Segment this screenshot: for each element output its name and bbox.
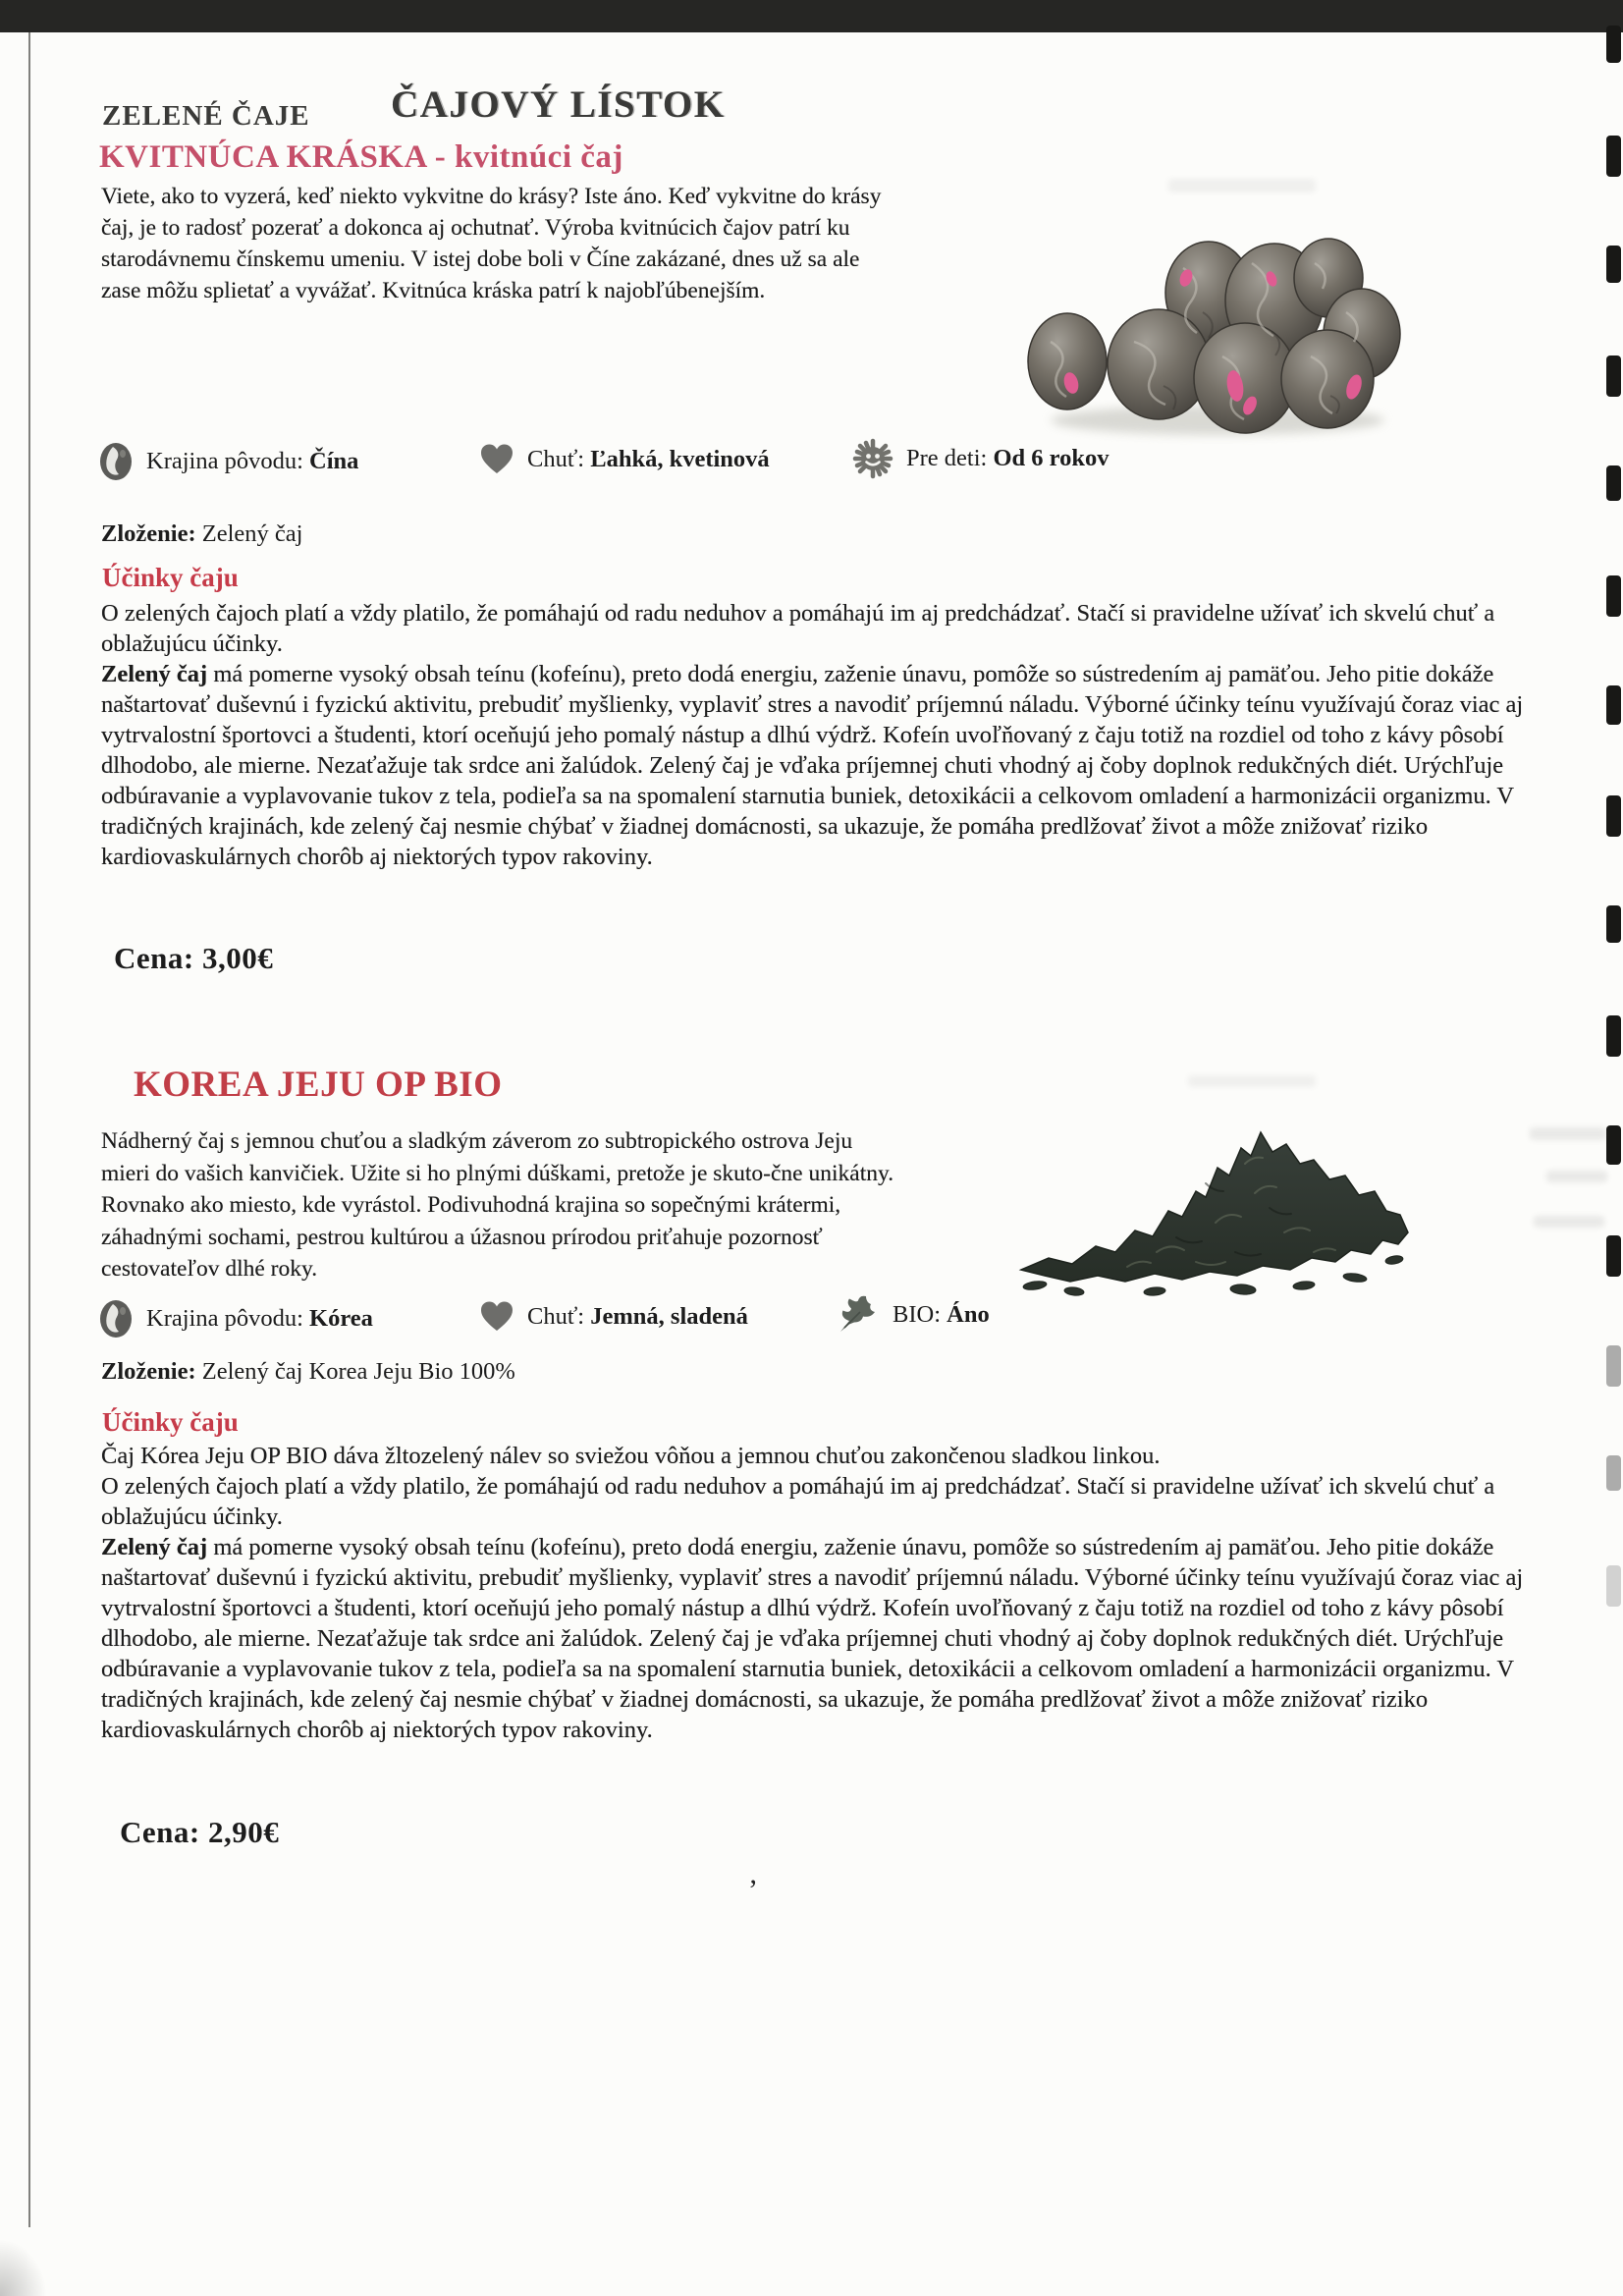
scan-ghost-smudge <box>1530 1127 1606 1140</box>
attribute-value: Ľahká, kvetinová <box>590 446 770 472</box>
scan-binding-mark <box>1606 355 1621 397</box>
effects-paragraph <box>101 659 1530 872</box>
product-title: KOREA JEJU OP BIO <box>134 1065 503 1105</box>
scan-binding-mark <box>1606 1015 1621 1057</box>
scan-binding-mark <box>1606 26 1621 63</box>
heart-icon <box>479 443 514 476</box>
composition-value: Zelený čaj <box>201 520 303 547</box>
effects-sentence: má pomerne vysoký obsah teínu (kofeínu), preto dodá energiu, zaženie únavu, pomôže so sústredením aj pamäťou. Jeho pitie dokáže naštartovať duševnú i fyzickú aktivitu, prebudiť myšlienky, vyplaviť stres a navodiť príjemnú náladu. Výborné účinky teínu využívajú čoraz viac aj vytrvalostní športovci a študenti, ktorí oceňujú jeho pomalý nástup a dlhú výdrž. Kofeín uvoľňovaný z čaju totiž na rozdiel od toho z kávy pôsobí dlhodobo, ale mierne. Nezaťažuje tak srdce ani žalúdok. Zelený čaj je vďaka príjemnej chuti vhodný aj čoby doplnok redukčných diét. Urýchľuje odbúravanie a vyplavovanie tukov z tela, podieľa sa na spomalení starnutia buniek, detoxikácii a celkovom omladení a harmonizácii organizmu. V tradičných krajinách, kde zelený čaj nesmie chýbať v žiadnej domácnosti, sa ukazuje, že pomáha predlžovať život a môže znižovať riziko kardiovaskulárnych chorôb aj niektorých typov rakoviny. <box>101 1534 1524 1743</box>
product-intro: Viete, ako to vyzerá, keď niekto vykvitne do krásy? Iste áno. Keď vykvitne do krásy čaj, je to radosť pozerať a dokonca aj ochutnať. Výroba kvitnúcich čajov patrí ku starodávnemu čínskemu umeniu. V istej dobe boli v Číne zakázané, dnes už sa ale zase môžu splietať a vyvážať. Kvitnúca kráska patrí k najobľúbenejším. <box>101 184 882 303</box>
composition-label: Zloženie: <box>101 520 196 547</box>
attribute-taste <box>479 1300 748 1334</box>
effects-paragraph <box>101 1532 1530 1745</box>
scan-binding-mark <box>1606 685 1621 725</box>
attribute-label: Krajina pôvodu: <box>146 1305 303 1332</box>
price-value: 3,00€ <box>201 941 274 975</box>
attribute-value: Kórea <box>309 1305 373 1332</box>
effects-heading: Účinky čaju <box>102 1407 239 1437</box>
attribute-text <box>906 445 1109 472</box>
scan-ghost-smudge <box>1546 1171 1607 1182</box>
composition-line <box>101 520 302 548</box>
leaf-icon <box>835 1294 880 1336</box>
effects-paragraph <box>101 1441 1530 1471</box>
price-line <box>120 1815 279 1850</box>
product-title: KVITNÚCA KRÁSKA - kvitnúci čaj <box>99 139 623 175</box>
scan-binding-mark <box>1606 795 1621 837</box>
product-intro: Nádherný čaj s jemnou chuťou a sladkým záverom zo subtropického ostrova Jeju mieri do vašich kanvičiek. Užite si ho plnými dúškami, pretože je skuto-čne unikátny. Rovnako ako miesto, kde vyrástol. Podivuhodná krajina so sopečnými krátermi, záhadnými sochami, pestrou kultúrou a úžasnou prírodou priťahuje pozornosť cestovateľov dlhé roky. <box>101 1128 894 1282</box>
effects-sentence: O zelených čajoch platí a vždy platilo, že pomáhajú od radu neduhov a pomáhajú im aj predchádzať. Stačí si pravidelne užívať ich skvelú chuť a oblažujúcu účinky. <box>101 600 1495 657</box>
scan-binding-mark <box>1606 1345 1621 1387</box>
product-photo-flowering-tea-balls <box>1016 185 1404 450</box>
scan-binding-mark <box>1606 575 1621 617</box>
effects-text <box>101 598 1530 872</box>
effects-sentence: O zelených čajoch platí a vždy platilo, že pomáhajú od radu neduhov a pomáhajú im aj predchádzať. Stačí si pravidelne užívať ich skvelú chuť a oblažujúcu účinky. <box>101 1473 1495 1530</box>
price-line <box>114 941 273 976</box>
heart-icon <box>479 1300 514 1334</box>
loose-leaf-pile-illustration <box>1009 1066 1417 1311</box>
attribute-label: Krajina pôvodu: <box>146 448 303 474</box>
scan-binding-mark <box>1606 905 1621 943</box>
globe-icon <box>98 441 134 482</box>
effects-heading: Účinky čaju <box>102 563 239 592</box>
scan-binding-mark <box>1606 1235 1621 1277</box>
category-label: ZELENÉ ČAJE <box>102 100 310 132</box>
attribute-label: BIO: <box>893 1301 941 1328</box>
attribute-label: Pre deti: <box>906 445 988 471</box>
composition-value: Zelený čaj Korea Jeju Bio 100% <box>201 1358 515 1385</box>
effects-paragraph <box>101 1471 1530 1532</box>
composition-label: Zloženie: <box>101 1358 196 1385</box>
scan-binding-mark <box>1606 1565 1621 1607</box>
attribute-value: Od 6 rokov <box>993 445 1109 471</box>
attribute-value: Áno <box>947 1301 990 1328</box>
scan-binding-mark <box>1606 465 1621 501</box>
attribute-origin <box>98 441 358 482</box>
attribute-text <box>527 1303 748 1331</box>
attribute-text <box>146 1305 373 1333</box>
stray-apostrophe-mark: ’ <box>748 1874 758 1906</box>
globe-icon <box>98 1298 134 1339</box>
attribute-value: Jemná, sladená <box>590 1303 748 1330</box>
price-label: Cena: <box>114 941 194 975</box>
attribute-taste <box>479 443 770 476</box>
effects-paragraph <box>101 598 1530 659</box>
scan-binding-mark <box>1606 136 1621 177</box>
attribute-text <box>146 448 358 475</box>
scan-ghost-smudge <box>1534 1216 1604 1228</box>
attribute-bio <box>835 1294 990 1336</box>
scan-corner-smudge <box>0 2239 47 2296</box>
composition-line <box>101 1358 515 1386</box>
attribute-value: Čína <box>309 448 359 474</box>
effects-sentence: Čaj Kórea Jeju OP BIO dáva žltozelený nálev so sviežou vôňou a jemnou chuťou zakončenou sladkou linkou. <box>101 1443 1161 1469</box>
effects-bold-lead: Zelený čaj <box>101 1534 208 1560</box>
effects-sentence: má pomerne vysoký obsah teínu (kofeínu), preto dodá energiu, zaženie únavu, pomôže so sústredením aj pamäťou. Jeho pitie dokáže naštartovať duševnú i fyzickú aktivitu, prebudiť myšlienky, vyplaviť stres a navodiť príjemnú náladu. Výborné účinky teínu využívajú čoraz viac aj vytrvalostní športovci a študenti, ktorí oceňujú jeho pomalý nástup a dlhú výdrž. Kofeín uvoľňovaný z čaju totiž na rozdiel od toho z kávy pôsobí dlhodobo, ale mierne. Nezaťažuje tak srdce ani žalúdok. Zelený čaj je vďaka príjemnej chuti vhodný aj čoby doplnok redukčných diét. Urýchľuje odbúravanie a vyplavovanie tukov z tela, podieľa sa na spomalení starnutia buniek, detoxikácii a celkovom omladení a harmonizácii organizmu. V tradičných krajinách, kde zelený čaj nesmie chýbať v žiadnej domácnosti, sa ukazuje, že pomáha predlžovať život a môže znižovať riziko kardiovaskulárnych chorôb aj niektorých typov rakoviny. <box>101 661 1524 870</box>
scan-left-edge-line <box>28 32 30 2227</box>
attribute-label: Chuť: <box>527 446 585 472</box>
scan-binding-mark <box>1606 1125 1621 1165</box>
attribute-text <box>893 1301 990 1329</box>
attribute-text <box>527 446 770 473</box>
flowering-tea-balls-illustration <box>1016 185 1404 445</box>
price-label: Cena: <box>120 1815 200 1849</box>
product-photo-loose-leaf-pile <box>1009 1066 1417 1316</box>
sun-face-icon <box>852 438 893 479</box>
attribute-origin <box>98 1298 373 1339</box>
price-value: 2,90€ <box>207 1815 280 1849</box>
scan-top-edge-bar <box>0 0 1623 32</box>
attribute-children <box>852 438 1109 479</box>
page-title: ČAJOVÝ LÍSTOK <box>391 83 726 126</box>
attribute-label: Chuť: <box>527 1303 585 1330</box>
scan-binding-mark <box>1606 1455 1621 1491</box>
effects-text <box>101 1441 1530 1745</box>
effects-bold-lead: Zelený čaj <box>101 661 208 687</box>
scan-binding-mark <box>1606 246 1621 283</box>
